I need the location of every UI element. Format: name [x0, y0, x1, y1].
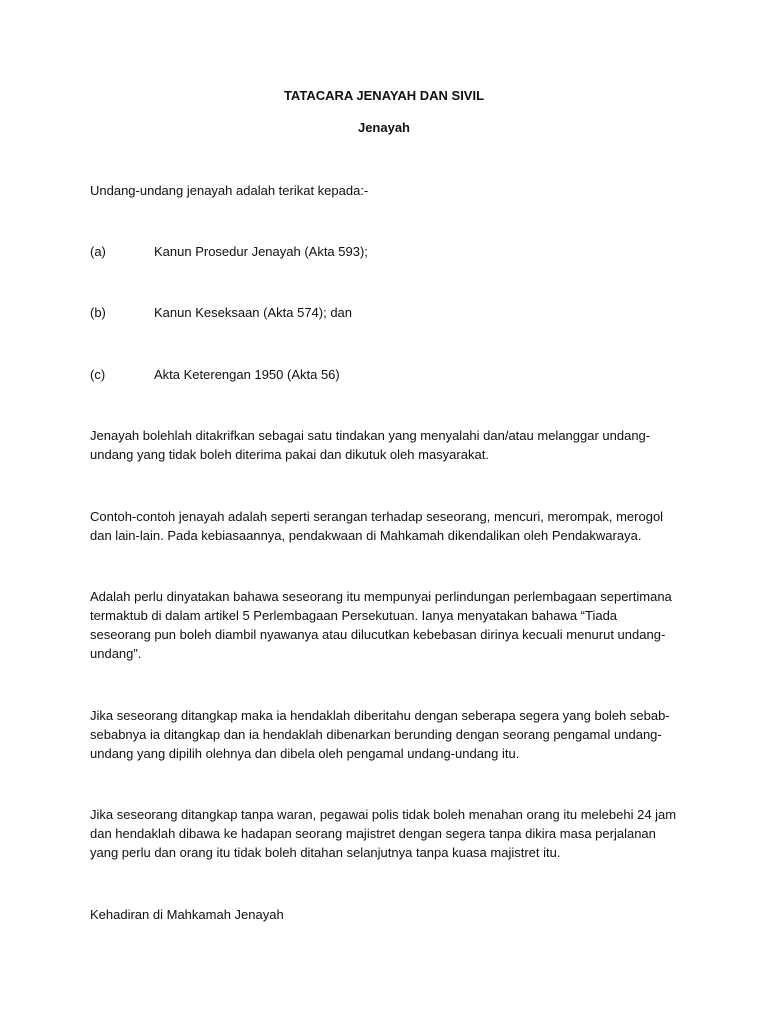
section-heading-court: Kehadiran di Mahkamah Jenayah — [90, 907, 284, 922]
section-heading-jenayah: Jenayah — [357, 120, 411, 135]
list-item — [90, 365, 680, 384]
paragraph-examples: Contoh-contoh jenayah adalah seperti serangan terhadap seseorang, mencuri, merompak, merogol dan lain-lain. Pada kebiasaannya, pendakwaan di Mahkamah dikendalikan oleh Pendakwaraya. — [90, 509, 664, 543]
list-item-label: (a) — [90, 244, 106, 259]
document-title: TATACARA JENAYAH DAN SIVIL — [283, 88, 485, 103]
list-item — [90, 242, 680, 261]
paragraph-constitution: Adalah perlu dinyatakan bahawa seseorang itu mempunyai perlindungan perlembagaan sepertimana termaktub di dalam artikel 5 Perlembagaan Persekutuan. Ianya menyatakan bahawa “Tiada seseorang pun boleh diambil nyawanya atau dilucutkan kebebasan dirinya kecuali menurut undang-undang”. — [90, 589, 672, 661]
list-item-text: Akta Keterengan 1950 (Akta 56) — [154, 367, 340, 382]
paragraph-warrant: Jika seseorang ditangkap tanpa waran, pegawai polis tidak boleh menahan orang itu melebehi 24 jam dan hendaklah dibawa ke hadapan seorang majistret dengan segera tanpa dikira masa perjalanan yang perlu dan orang itu tidak boleh ditahan selanjutnya tanpa kuasa majistret itu. — [90, 807, 677, 860]
intro-paragraph: Undang-undang jenayah adalah terikat kepada:- — [90, 183, 369, 198]
list-item-text: Kanun Prosedur Jenayah (Akta 593); — [154, 244, 368, 259]
list-item — [90, 303, 680, 322]
list-item-label: (b) — [90, 305, 106, 320]
paragraph-definition: Jenayah bolehlah ditakrifkan sebagai satu tindakan yang menyalahi dan/atau melanggar undang-undang yang tidak boleh diterima pakai dan dikutuk oleh masyarakat. — [90, 428, 651, 462]
list-item-text: Kanun Keseksaan (Akta 574); dan — [154, 305, 353, 320]
list-item-label: (c) — [90, 367, 106, 382]
paragraph-arrest: Jika seseorang ditangkap maka ia hendaklah diberitahu dengan seberapa segera yang boleh sebab-sebabnya ia ditangkap dan ia hendaklah dibenarkan berunding dengan seorang pengamal undang-undang yang dipilih olehnya dan dibela oleh pengamal undang-undang itu. — [90, 708, 670, 761]
